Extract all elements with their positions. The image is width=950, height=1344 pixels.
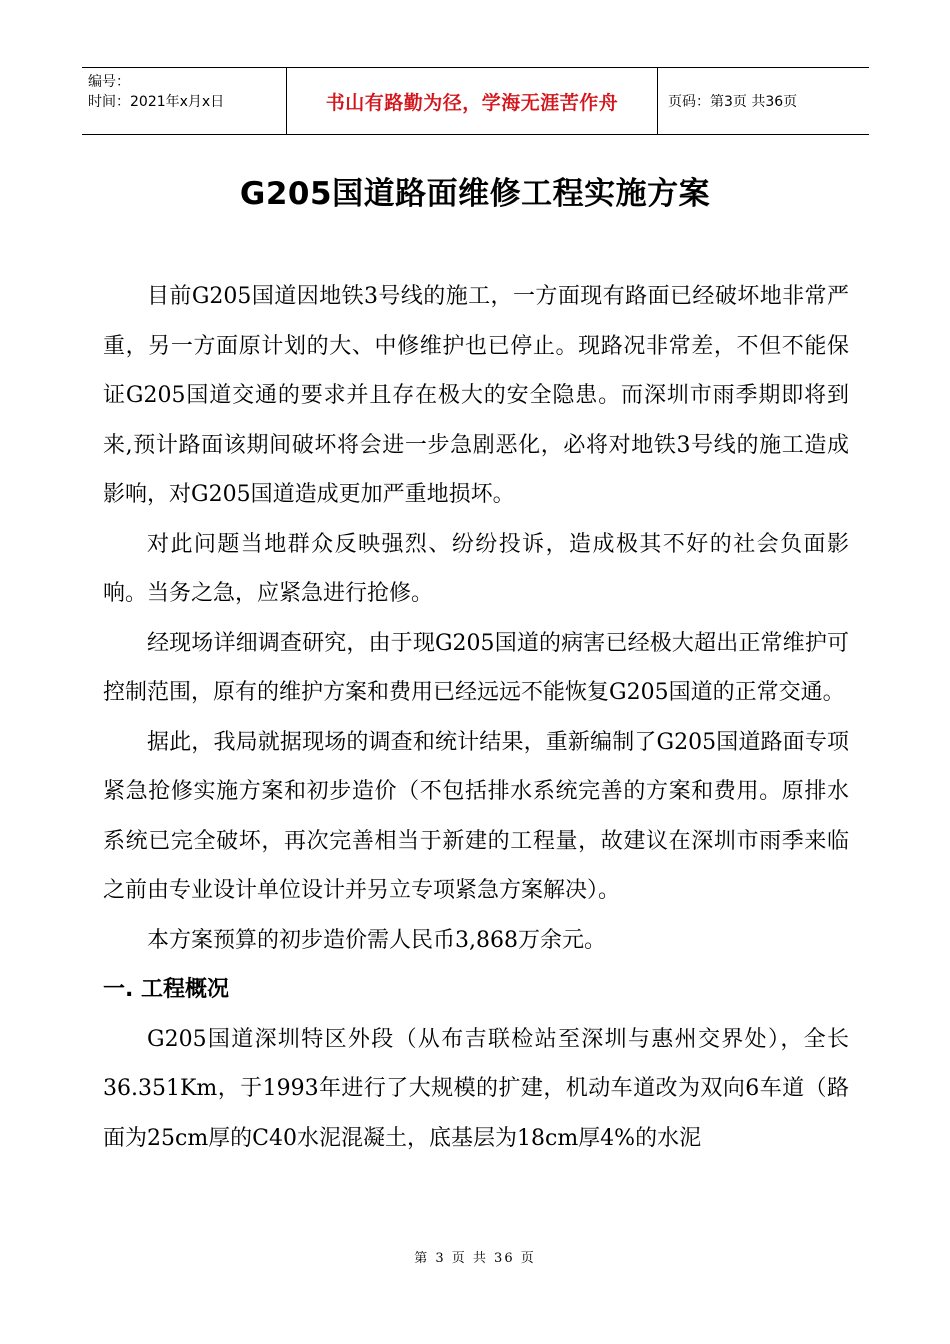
page-header [82, 67, 869, 135]
paragraph: 经现场详细调查研究，由于现G205国道的病害已经极大超出正常维护可控制范围，原有的维护方案和费用已经远远不能恢复G205国道的正常交通。 [103, 630, 849, 705]
paragraph: 本方案预算的初步造价需人民币3,868万余元。 [147, 927, 606, 953]
page-footer: 第 3 页 共 36 页 [414, 1251, 536, 1266]
paragraph: 据此，我局就据现场的调查和统计结果，重新编制了G205国道路面专项紧急抢修实施方案和初步造价（不包括排水系统完善的方案和费用。原排水系统已完全破坏，再次完善相当于新建的工程量，故建议在深圳市雨季来临之前由专业设计单位设计并另立专项紧急方案解决）。 [103, 729, 849, 903]
document-title: G205国道路面维修工程实施方案 [239, 176, 711, 212]
paragraph: 目前G205国道因地铁3号线的施工，一方面现有路面已经破坏地非常严重，另一方面原计划的大、中修维护也已停止。现路况非常差，不但不能保证G205国道交通的要求并且存在极大的安全隐患。而深圳市雨季期即将到来,预计路面该期间破坏将会进一步急剧恶化，必将对地铁3号线的施工造成影响，对G205国道造成更加严重地损坏。 [103, 284, 849, 507]
paragraph: 对此问题当地群众反映强烈、纷纷投诉，造成极其不好的社会负面影响。当务之急，应紧急进行抢修。 [103, 531, 849, 606]
section-heading: 一. 工程概况 [103, 977, 230, 1002]
header-motto: 书山有路勤为径，学海无涯苦作舟 [287, 68, 658, 135]
doc-number-label: 编号： [88, 74, 130, 90]
paragraph: G205国道深圳特区外段（从布吉联检站至深圳与惠州交界处），全长36.351Km，于1993年进行了大规模的扩建，机动车道改为双向6车道（路面为25cm厚的C40水泥混凝土，底基层为18cm厚4%的水泥 [103, 1026, 849, 1151]
doc-date: 时间：2021年x月x日 [88, 94, 225, 110]
header-meta-cell [82, 68, 287, 135]
document-body [103, 272, 849, 1163]
header-page-info: 页码：第3页 共36页 [658, 68, 870, 135]
